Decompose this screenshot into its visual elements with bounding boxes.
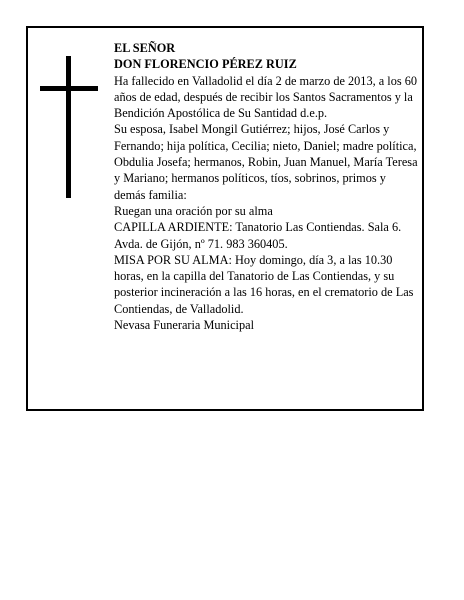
family-list: Su esposa, Isabel Mongil Gutiérrez; hijos, José Carlos y Fernando; hija política, Cecilia; nieto, Daniel; madre política, Obdulia Josefa; hermanos, Robin, Juan Manuel, María Teresa y Mariano; hermanos políticos, tíos, sobrinos, primos y demás familia: bbox=[114, 122, 418, 202]
prayer-request: Ruegan una oración por su alma bbox=[114, 203, 273, 218]
cross-vertical-bar bbox=[66, 56, 71, 198]
death-announcement: Ha fallecido en Valladolid el día 2 de marzo de 2013, a los 60 años de edad, después de recibir los Santos Sacramentos y la Bendición Apostólica de Su Santidad d.e.p. bbox=[114, 73, 418, 121]
deceased-name: DON FLORENCIO PÉREZ RUIZ bbox=[114, 57, 297, 72]
chapel-info: CAPILLA ARDIENTE: Tanatorio Las Contiendas. Sala 6. Avda. de Gijón, nº 71. 983 360405. bbox=[114, 220, 402, 251]
notice-title-honorific: EL SEÑOR bbox=[114, 41, 176, 55]
notice-body bbox=[114, 40, 419, 333]
mass-info: MISA POR SU ALMA: Hoy domingo, día 3, a las 10.30 horas, en la capilla del Tanatorio de Las Contiendas, y su posterior incineración a las 16 horas, en el crematorio de Las Contiendas, de Valladolid. bbox=[114, 252, 414, 316]
cross-horizontal-bar bbox=[40, 86, 98, 91]
cross-icon bbox=[40, 56, 100, 198]
obituary-notice bbox=[26, 26, 424, 411]
funeral-home: Nevasa Funeraria Municipal bbox=[114, 318, 254, 333]
